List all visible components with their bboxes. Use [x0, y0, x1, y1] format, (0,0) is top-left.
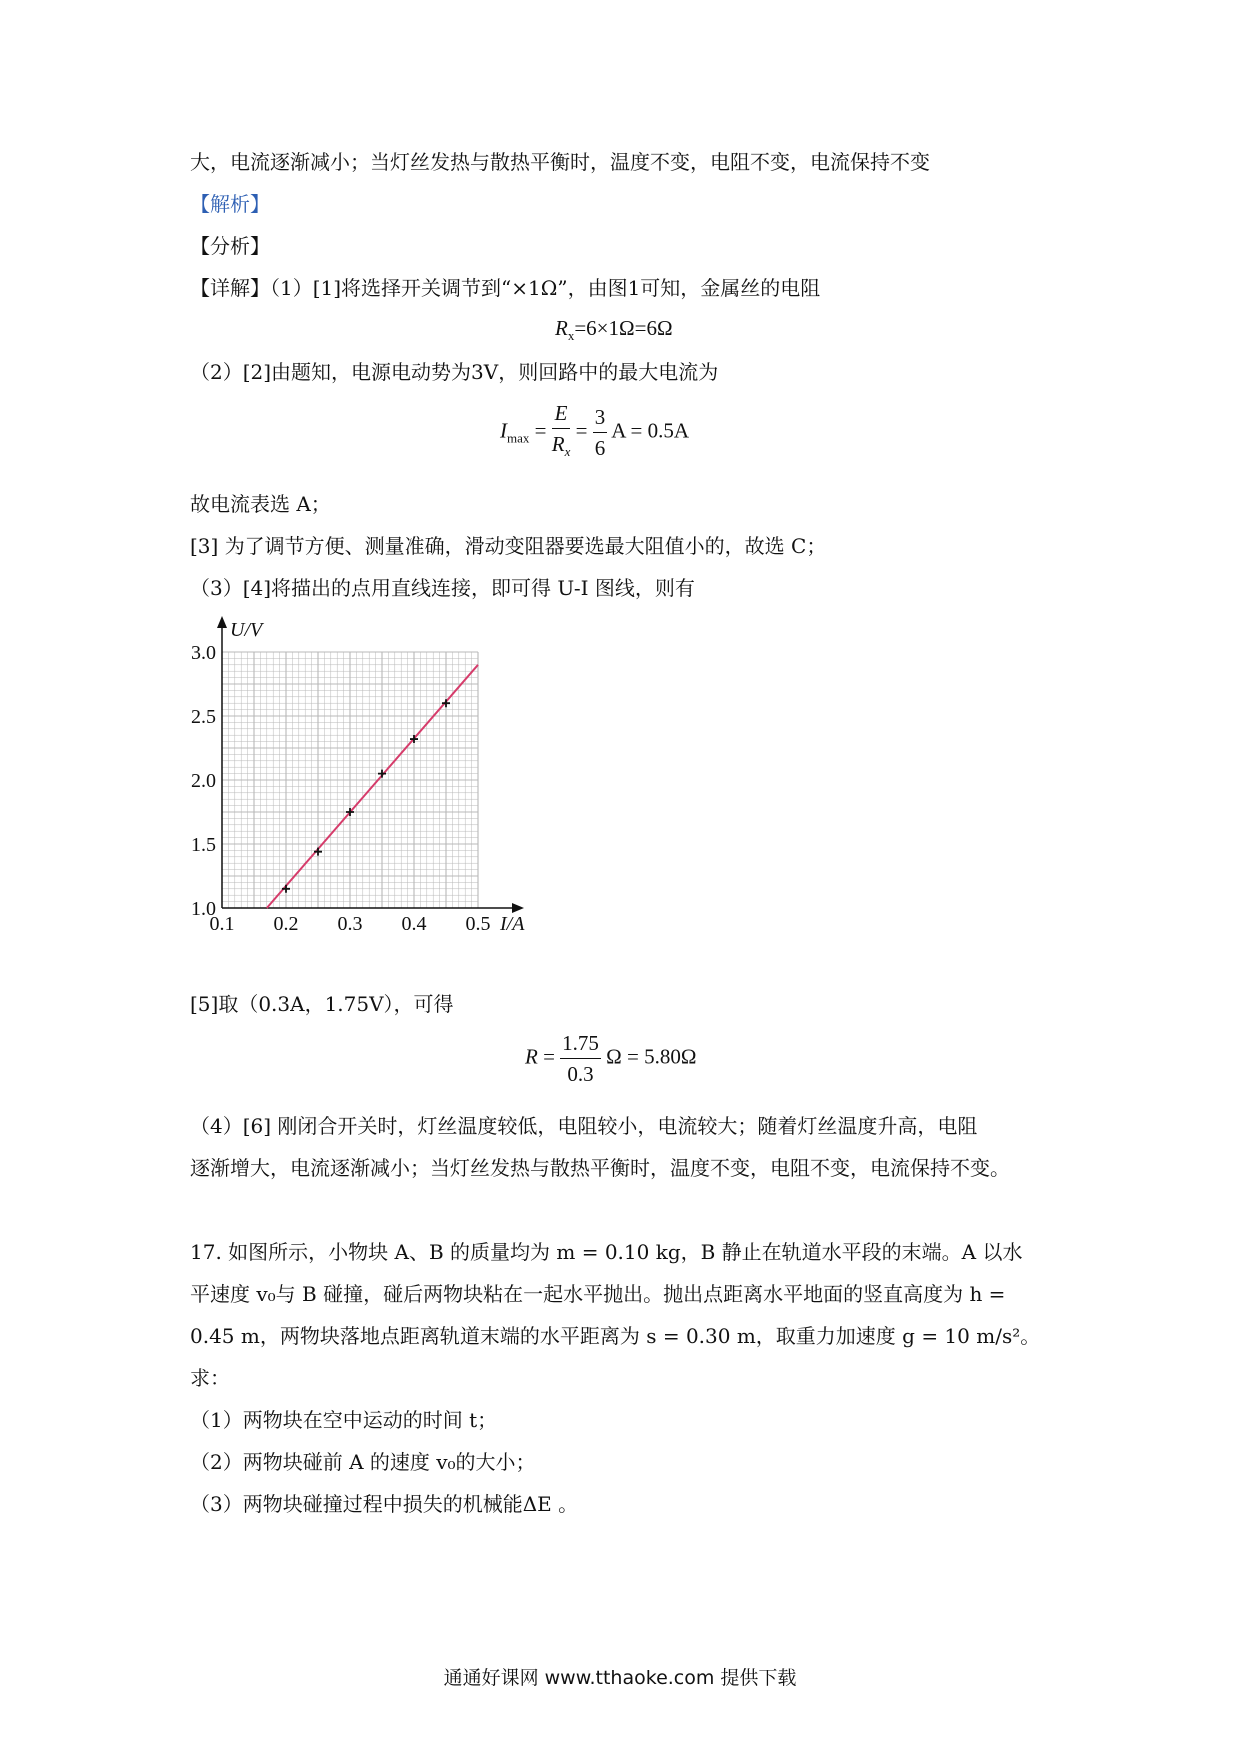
- q17-line-5: （1）两物块在空中运动的时间 t；: [190, 1408, 498, 1432]
- q17-line-4: 求：: [190, 1366, 230, 1390]
- line-6: [5]取（0.3A，1.75V），可得: [190, 992, 454, 1016]
- xiangjie-body: （1）[1]将选择开关调节到“×1Ω”，由图1可知，金属丝的电阻: [270, 276, 821, 300]
- eq2-tail: A = 0.5A: [611, 418, 690, 443]
- eq1-rest: =6×1Ω=6Ω: [574, 316, 673, 340]
- equation-imax: $I_{max}$ = $\frac{E}{R_x}$ = $\frac{3}{6}$ A = 0.5A: [500, 398, 689, 467]
- x-tick-label: 0.3: [337, 913, 363, 935]
- line-5: （3）[4]将描出的点用直线连接，即可得 U-I 图线，则有: [190, 576, 695, 600]
- line-3: 故电流表选 A；: [190, 492, 331, 516]
- x-tick-label: 0.1: [209, 913, 235, 935]
- y-tick-label: 1.5: [191, 834, 216, 856]
- footer-watermark: 通通好课网 www.tthaoke.com 提供下载: [443, 1667, 797, 1689]
- eq3-symbol: R: [525, 1044, 538, 1069]
- fenxi-heading: 【分析】: [190, 234, 270, 258]
- equation-rx: [555, 316, 673, 344]
- line-2: （2）[2]由题知，电源电动势为3V，则回路中的最大电流为: [190, 360, 719, 384]
- xiangjie-line: [190, 274, 820, 302]
- y-tick-label: 3.0: [191, 642, 216, 664]
- data-point: [282, 885, 290, 893]
- y-axis-label: U/V: [230, 619, 263, 641]
- y-tick-label: 2.5: [191, 706, 216, 728]
- jiexi-heading: 【解析】: [190, 192, 270, 216]
- u-i-chart: [180, 605, 540, 945]
- eq3-tail: Ω = 5.80Ω: [606, 1044, 697, 1069]
- eq3-fraction: $\frac{1.75}{0.3}$: [560, 1028, 601, 1089]
- eq1-symbol: R: [555, 316, 568, 340]
- x-axis-label: I/A: [500, 913, 525, 935]
- q17-line-2: 平速度 v₀与 B 碰撞，碰后两物块粘在一起水平抛出。抛出点距离水平地面的竖直高度为 h =: [190, 1282, 1006, 1306]
- x-tick-label: 0.4: [401, 913, 427, 935]
- eq2-subscript: max: [507, 430, 530, 446]
- xiangjie-tag: 【详解】: [190, 276, 270, 300]
- eq2-fraction-1: $\frac{E}{R_x}$: [552, 398, 571, 467]
- line-prev-continuation: 大，电流逐渐减小；当灯丝发热与散热平衡时，温度不变，电阻不变，电流保持不变: [190, 150, 930, 174]
- eq2-fraction-2: $\frac{3}{6}$: [593, 402, 608, 463]
- q17-line-6: （2）两物块碰前 A 的速度 v₀的大小；: [190, 1450, 536, 1474]
- y-axis-arrow: [217, 616, 227, 628]
- q17-line-1: 17. 如图所示，小物块 A、B 的质量均为 m = 0.10 kg，B 静止在轨道水平段的末端。A 以水: [190, 1240, 1023, 1264]
- line-4: [3] 为了调节方便、测量准确，滑动变阻器要选最大阻值小的，故选 C；: [190, 534, 827, 558]
- eq2-symbol: I: [500, 418, 507, 443]
- data-point: [314, 848, 322, 856]
- y-tick-label: 2.0: [191, 770, 216, 792]
- equation-r: R = $\frac{1.75}{0.3}$ Ω = 5.80Ω: [525, 1028, 696, 1089]
- line-7: （4）[6] 刚闭合开关时，灯丝温度较低，电阻较小，电流较大；随着灯丝温度升高，电阻: [190, 1114, 978, 1138]
- x-axis-arrow: [512, 903, 524, 913]
- q17-line-3: 0.45 m，两物块落地点距离轨道末端的水平距离为 s = 0.30 m，取重力加速度 g = 10 m/s²。: [190, 1324, 1041, 1348]
- eq1-subscript: x: [567, 328, 575, 344]
- x-tick-label: 0.2: [273, 913, 299, 935]
- line-8: 逐渐增大，电流逐渐减小；当灯丝发热与散热平衡时，温度不变，电阻不变，电流保持不变。: [190, 1156, 1010, 1180]
- q17-line-7: （3）两物块碰撞过程中损失的机械能ΔE 。: [190, 1492, 579, 1516]
- y-tick-label: 1.0: [191, 898, 216, 920]
- x-tick-label: 0.5: [465, 913, 491, 935]
